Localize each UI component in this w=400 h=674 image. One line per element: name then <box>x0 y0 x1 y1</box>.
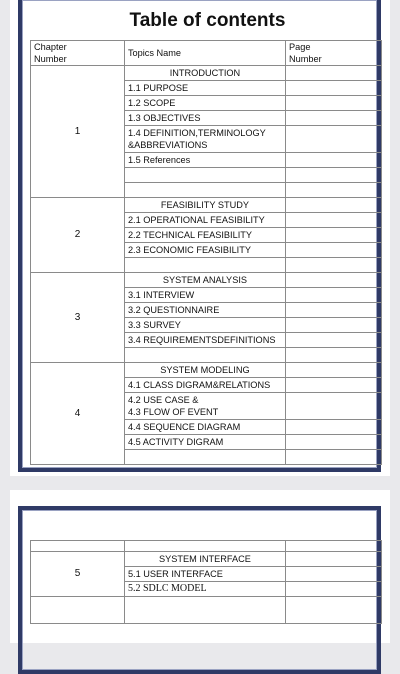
page-number-cell <box>285 552 381 567</box>
table-row <box>31 541 382 552</box>
topic-item: 2.3 ECONOMIC FEASIBILITY <box>124 243 285 258</box>
page-number-cell <box>285 66 381 81</box>
chapter-number: 5 <box>31 552 125 597</box>
topic-item: 2.2 TECHNICAL FEASIBILITY <box>124 228 285 243</box>
chapter-heading: SYSTEM INTERFACE <box>124 552 285 567</box>
table-row <box>31 552 382 567</box>
empty-cell <box>124 541 285 552</box>
table-row <box>31 597 382 624</box>
page-number-cell <box>285 126 381 153</box>
topic-item: 4.1 CLASS DIGRAM&RELATIONS <box>124 378 285 393</box>
page-number-cell <box>285 273 381 288</box>
page-number-cell <box>285 378 381 393</box>
document-page-1 <box>10 0 390 476</box>
page-title: Table of contents <box>129 10 286 31</box>
topic-item: 3.4 REQUIREMENTSDEFINITIONS <box>124 333 285 348</box>
table-header-row <box>31 41 382 66</box>
table-row <box>31 66 382 81</box>
chapter-number: 3 <box>31 273 125 363</box>
page-number-cell <box>285 393 381 420</box>
empty-cell <box>124 450 285 465</box>
topic-item: 3.3 SURVEY <box>124 318 285 333</box>
page-number-cell <box>285 435 381 450</box>
empty-cell <box>124 258 285 273</box>
topic-item: 5.1 USER INTERFACE <box>124 567 285 582</box>
topic-item: 3.1 INTERVIEW <box>124 288 285 303</box>
chapter-heading: SYSTEM MODELING <box>124 363 285 378</box>
topic-item: 4.4 SEQUENCE DIAGRAM <box>124 420 285 435</box>
page-number-cell <box>285 333 381 348</box>
header-chapter-number: Chapter Number <box>31 41 125 66</box>
page-number-cell <box>285 198 381 213</box>
page-number-cell <box>285 111 381 126</box>
chapter-number: 2 <box>31 198 125 273</box>
topic-item: 1.2 SCOPE <box>124 96 285 111</box>
page-number-cell <box>285 303 381 318</box>
page-number-cell <box>285 288 381 303</box>
page-number-cell <box>285 243 381 258</box>
topic-item: 1.5 References <box>124 153 285 168</box>
page-number-cell <box>285 450 381 465</box>
topic-item: 5.2 SDLC MODEL <box>124 582 285 597</box>
empty-cell <box>31 541 125 552</box>
table-row <box>31 363 382 378</box>
chapter-heading: SYSTEM ANALYSIS <box>124 273 285 288</box>
topic-item: 4.2 USE CASE & 4.3 FLOW OF EVENT <box>124 393 285 420</box>
empty-cell <box>124 168 285 183</box>
topic-item: 1.3 OBJECTIVES <box>124 111 285 126</box>
page-number-cell <box>285 81 381 96</box>
document-page-2 <box>10 490 390 643</box>
page-number-cell <box>285 420 381 435</box>
empty-cell <box>124 348 285 363</box>
empty-cell <box>285 597 381 624</box>
page-number-cell <box>285 183 381 198</box>
empty-cell <box>124 183 285 198</box>
header-topics-name: Topics Name <box>124 41 285 66</box>
empty-cell <box>285 541 381 552</box>
table-row <box>31 273 382 288</box>
page-number-cell <box>285 348 381 363</box>
page-number-cell <box>285 96 381 111</box>
chapter-heading: INTRODUCTION <box>124 66 285 81</box>
page-number-cell <box>285 153 381 168</box>
page-number-cell <box>285 318 381 333</box>
topic-item: 4.5 ACTIVITY DIGRAM <box>124 435 285 450</box>
chapter-number: 1 <box>31 66 125 198</box>
page-number-cell <box>285 363 381 378</box>
toc-table <box>30 40 382 465</box>
empty-cell <box>31 597 125 624</box>
empty-cell <box>124 597 285 624</box>
chapter-heading: FEASIBILITY STUDY <box>124 198 285 213</box>
table-row <box>31 198 382 213</box>
topic-item: 1.4 DEFINITION,TERMINOLOGY &ABBREVIATIONS <box>124 126 285 153</box>
topic-item: 2.1 OPERATIONAL FEASIBILITY <box>124 213 285 228</box>
page-number-cell <box>285 258 381 273</box>
header-page-number: Page Number <box>285 41 381 66</box>
topic-item: 3.2 QUESTIONNAIRE <box>124 303 285 318</box>
page-number-cell <box>285 567 381 582</box>
toc-table-continued <box>30 540 382 624</box>
page-number-cell <box>285 168 381 183</box>
chapter-number: 4 <box>31 363 125 465</box>
topic-item: 1.1 PURPOSE <box>124 81 285 96</box>
page-number-cell <box>285 213 381 228</box>
page-number-cell <box>285 582 381 597</box>
page-number-cell <box>285 228 381 243</box>
